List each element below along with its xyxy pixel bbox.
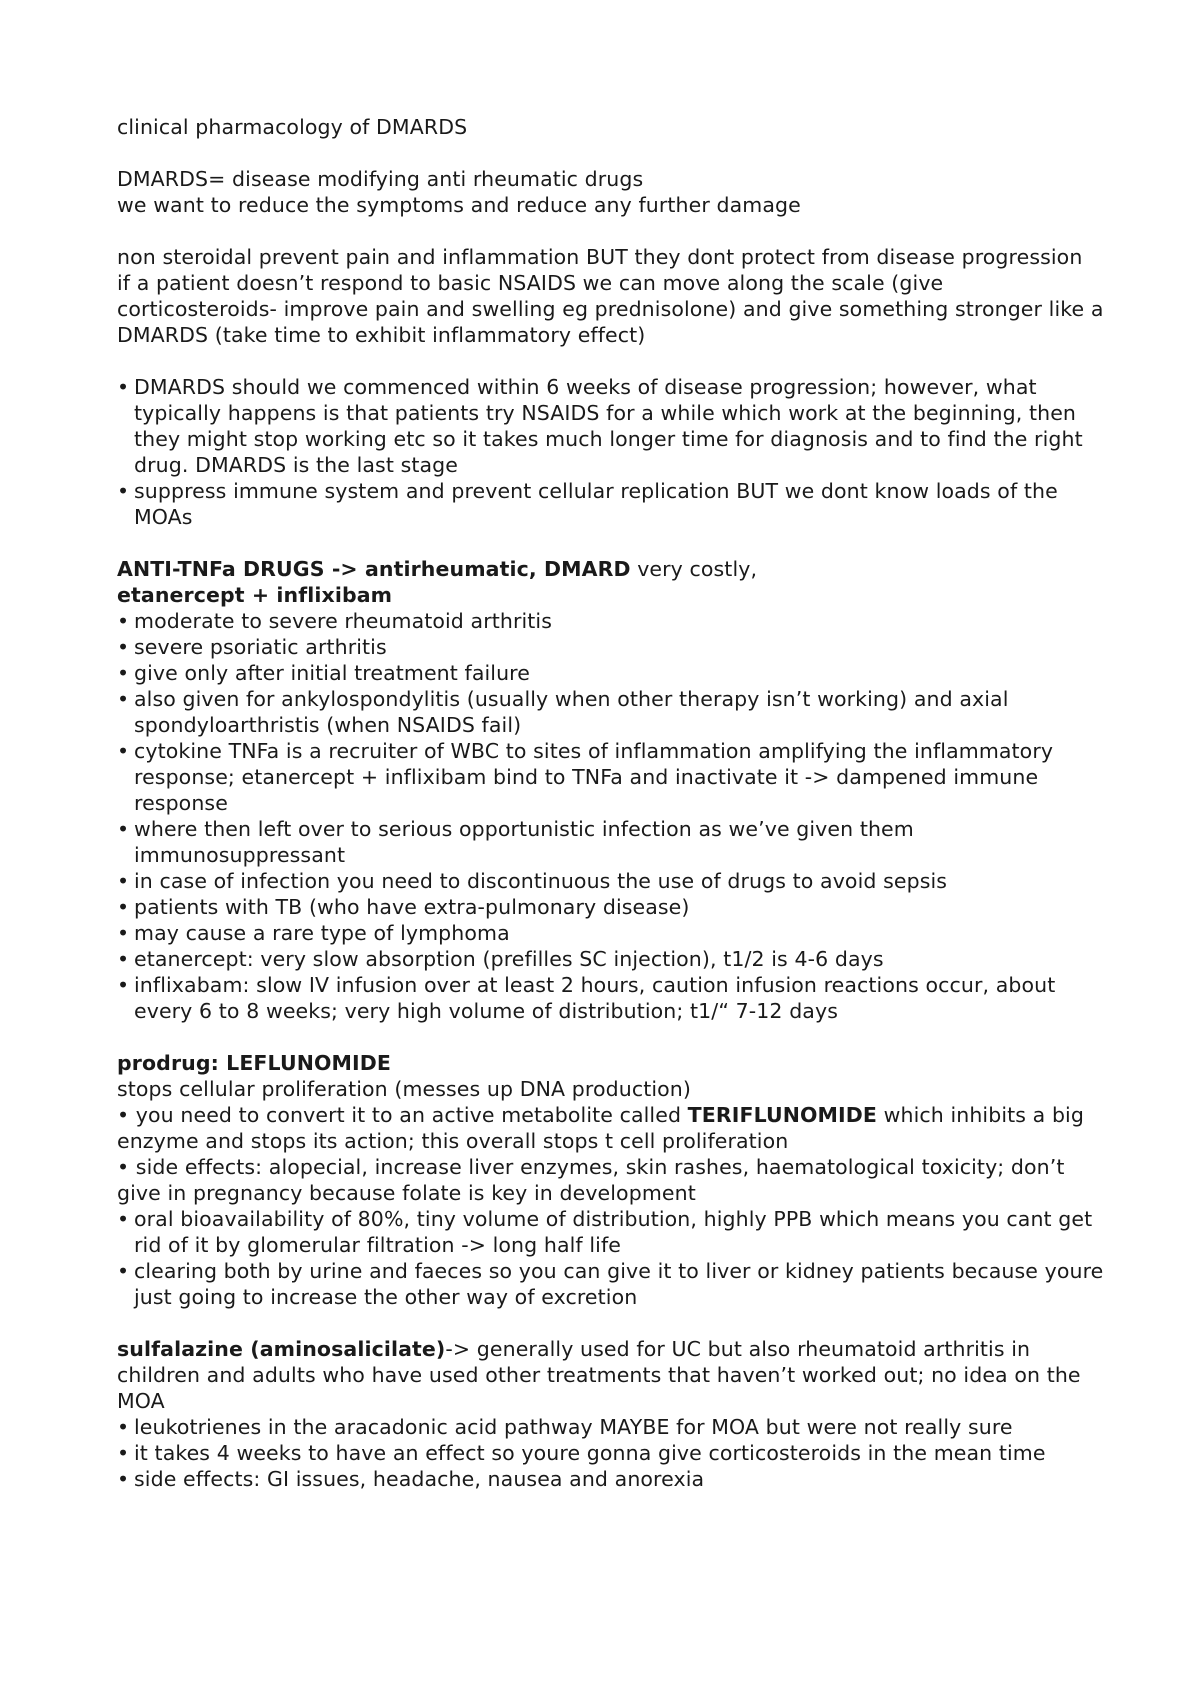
list-item: • DMARDS should we commenced within 6 weeks of disease progression; however, what typically happens is that patients try NSAIDS for a while which work at the beginning, then they might stop working etc so it takes much longer time for diagnosis and to find the right drug. DMARDS is the last stage: [117, 374, 1107, 478]
list-item: • patients with TB (who have extra-pulmonary disease): [117, 894, 1107, 920]
escalation-paragraph: if a patient doesn’t respond to basic NSAIDS we can move along the scale (give corticosteroids- improve pain and swelling eg prednisolone) and give something stronger like a DMARDS (take time to exhibit inflammatory effect): [117, 271, 1104, 347]
sulfalazine-heading-rest: -> generally used for UC but also rheumatoid arthritis in children and adults who have used other treatments that haven’t worked out; no idea on the MOA: [117, 1337, 1081, 1413]
list-item: • leukotrienes in the aracadonic acid pathway MAYBE for MOA but were not really sure: [117, 1414, 1107, 1440]
metabolite-line-start: • you need to convert it to an active metabolite called: [117, 1103, 688, 1127]
list-item: • cytokine TNFa is a recruiter of WBC to sites of inflammation amplifying the inflammatory response; etanercept + inflixibam bind to TNFa and inactivate it -> dampened immune response: [117, 738, 1107, 816]
sulfalazine-paragraph: [117, 1336, 1107, 1414]
leflunomide-intro: stops cellular proliferation (messes up DNA production): [117, 1077, 691, 1101]
list-item: • also given for ankylospondylitis (usually when other therapy isn’t working) and axial spondyloarthristis (when NSAIDS fail): [117, 686, 1107, 738]
list-item: • side effects: GI issues, headache, nausea and anorexia: [117, 1466, 1107, 1492]
leflunomide-metabolite-line: [117, 1102, 1107, 1154]
spacer: [117, 348, 1107, 374]
sulfalazine-bullet-list: [117, 1414, 1107, 1492]
spacer: [117, 1024, 1107, 1050]
anti-tnf-heading: [117, 556, 1107, 582]
list-item: • suppress immune system and prevent cellular replication BUT we dont know loads of the MOAs: [117, 478, 1107, 530]
anti-tnf-bullet-list: [117, 608, 1107, 1024]
metabolite-line-end: which inhibits a big enzyme and stops its action; this overall stops t cell proliferation: [117, 1103, 1084, 1153]
teriflunomide-term: TERIFLUNOMIDE: [687, 1103, 877, 1127]
list-item: • moderate to severe rheumatoid arthritis: [117, 608, 1107, 634]
list-item: • clearing both by urine and faeces so you can give it to liver or kidney patients because youre just going to increase the other way of excretion: [117, 1258, 1107, 1310]
document-page: [117, 114, 1107, 1492]
spacer: [117, 140, 1107, 166]
list-item: • oral bioavailability of 80%, tiny volume of distribution, highly PPB which means you cant get rid of it by glomerular filtration -> long half life: [117, 1206, 1107, 1258]
spacer: [117, 1310, 1107, 1336]
list-item: • where then left over to serious opportunistic infection as we’ve given them immunosuppressant: [117, 816, 1107, 868]
document-title: clinical pharmacology of DMARDS: [117, 115, 468, 139]
anti-tnf-heading-bold: ANTI-TNFa DRUGS -> antirheumatic, DMARD: [117, 557, 631, 581]
list-item: • it takes 4 weeks to have an effect so youre gonna give corticosteroids in the mean time: [117, 1440, 1107, 1466]
list-item: • may cause a rare type of lymphoma: [117, 920, 1107, 946]
list-item: • etanercept: very slow absorption (prefilles SC injection), t1/2 is 4-6 days: [117, 946, 1107, 972]
list-item: • severe psoriatic arthritis: [117, 634, 1107, 660]
spacer: [117, 218, 1107, 244]
leflunomide-bullet-list: [117, 1206, 1107, 1310]
list-item: • give only after initial treatment failure: [117, 660, 1107, 686]
leflunomide-side-effects: • side effects: alopecial, increase liver enzymes, skin rashes, haematological toxicity; don’t give in pregnancy because folate is key in development: [117, 1155, 1065, 1205]
spacer: [117, 530, 1107, 556]
sulfalazine-heading-bold: sulfalazine (aminosalicilate): [117, 1337, 446, 1361]
leflunomide-heading: prodrug: LEFLUNOMIDE: [117, 1051, 391, 1075]
general-bullet-list: [117, 374, 1107, 530]
anti-tnf-subheading: etanercept + inflixibam: [117, 583, 393, 607]
nsaids-paragraph: non steroidal prevent pain and inflammation BUT they dont protect from disease progression: [117, 245, 1083, 269]
list-item: • in case of infection you need to discontinuous the use of drugs to avoid sepsis: [117, 868, 1107, 894]
dmards-definition: DMARDS= disease modifying anti rheumatic drugs: [117, 167, 644, 191]
list-item: • inflixabam: slow IV infusion over at least 2 hours, caution infusion reactions occur, about every 6 to 8 weeks; very high volume of distribution; t1/“ 7-12 days: [117, 972, 1107, 1024]
anti-tnf-heading-rest: very costly,: [630, 557, 758, 581]
treatment-goal: we want to reduce the symptoms and reduce any further damage: [117, 193, 801, 217]
